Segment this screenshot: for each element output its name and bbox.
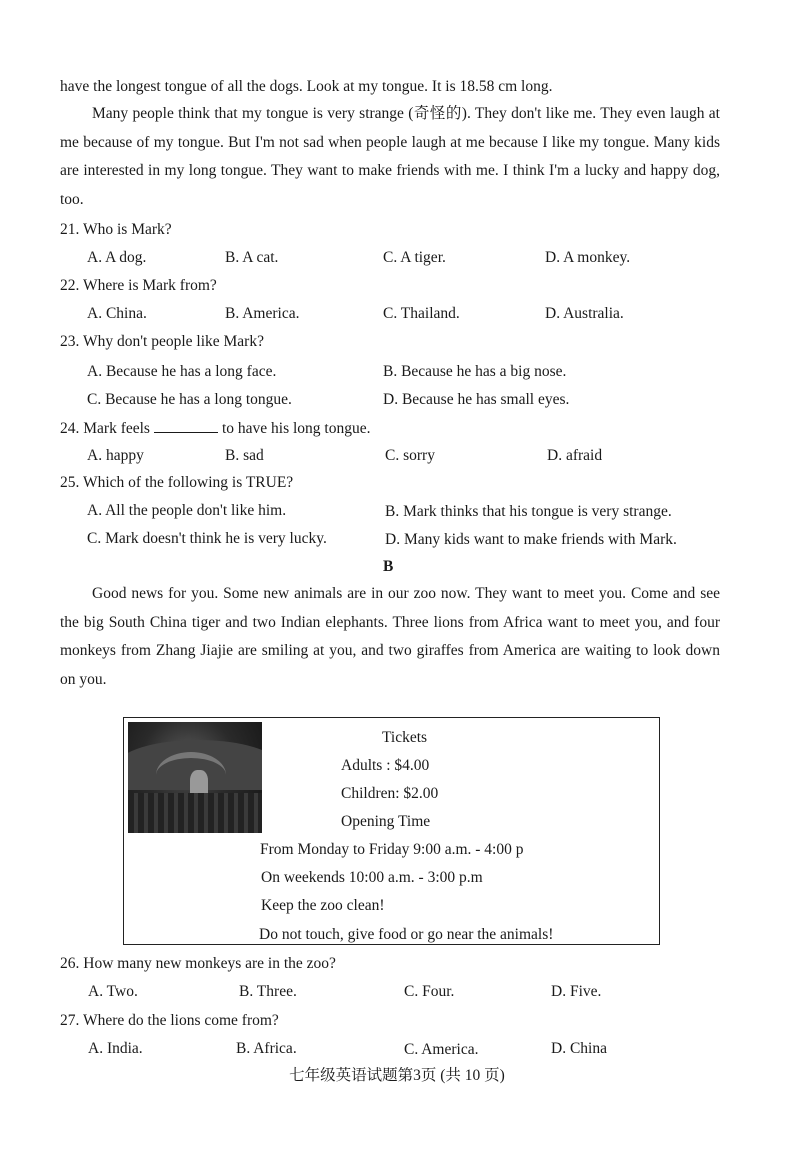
q21-option-c[interactable]: C. A tiger. <box>383 249 446 266</box>
question-22: 22. Where is Mark from? <box>60 277 217 294</box>
q24-option-d[interactable]: D. afraid <box>547 447 603 464</box>
zoo-ticket-box <box>123 717 660 945</box>
passage-paragraph-b <box>60 580 720 694</box>
question-23: 23. Why don't people like Mark? <box>60 333 264 350</box>
q24-option-b[interactable]: B. sad <box>225 447 264 464</box>
opening-time-weekends: On weekends 10:00 a.m. - 3:00 p.m <box>261 869 483 886</box>
question-24-text-after: to have his long tongue. <box>221 420 371 437</box>
q26-option-a[interactable]: A. Two. <box>88 983 138 1000</box>
q27-option-c[interactable]: C. America. <box>404 1041 479 1058</box>
question-21: 21. Who is Mark? <box>60 221 172 238</box>
question-26: 26. How many new monkeys are in the zoo? <box>60 955 336 972</box>
q26-option-c[interactable]: C. Four. <box>404 983 455 1000</box>
photo-ground <box>128 793 262 833</box>
q22-option-d[interactable]: D. Australia. <box>545 305 624 322</box>
q25-option-a[interactable]: A. All the people don't like him. <box>87 502 287 519</box>
q21-option-a[interactable]: A. A dog. <box>87 249 147 266</box>
question-27: 27. Where do the lions come from? <box>60 1012 279 1029</box>
q26-option-b[interactable]: B. Three. <box>239 983 297 1000</box>
q23-option-d[interactable]: D. Because he has small eyes. <box>383 391 570 408</box>
passage-paragraph-a-text: Many people think that my tongue is very strange (奇怪的). They don't like me. They even laugh at me because of my tongue. But I'm not sad when people laugh at me because I like my tongue. Many kids are interested in my long tongue. They want to make friends with me. I think I'm a lucky and happy dog, too. <box>60 105 720 208</box>
q24-option-a[interactable]: A. happy <box>87 447 144 464</box>
ticket-price-children: Children: $2.00 <box>341 785 439 802</box>
q27-option-d[interactable]: D. China <box>551 1040 607 1057</box>
q21-option-b[interactable]: B. A cat. <box>225 249 279 266</box>
zoo-rule-animals: Do not touch, give food or go near the animals! <box>259 926 554 943</box>
answer-blank[interactable] <box>154 418 218 433</box>
passage-paragraph-b-text: Good news for you. Some new animals are in our zoo now. They want to meet you. Come and see the big South China tiger and two Indian elephants. Three lions from Africa want to meet you, and four monkeys from Zhang Jiajie are smiling at you, and two giraffes from America are waiting to look down on you. <box>60 585 720 688</box>
zoo-photo <box>128 722 262 833</box>
section-b-heading: B <box>383 558 394 575</box>
q22-option-a[interactable]: A. China. <box>87 305 147 322</box>
q26-option-d[interactable]: D. Five. <box>551 983 602 1000</box>
q25-option-b[interactable]: B. Mark thinks that his tongue is very strange. <box>385 503 672 520</box>
q25-option-c[interactable]: C. Mark doesn't think he is very lucky. <box>87 530 327 547</box>
q23-option-b[interactable]: B. Because he has a big nose. <box>383 363 567 380</box>
q22-option-c[interactable]: C. Thailand. <box>383 305 460 322</box>
ticket-title: Tickets <box>382 729 428 746</box>
q25-option-d[interactable]: D. Many kids want to make friends with Mark. <box>385 531 677 548</box>
question-25: 25. Which of the following is TRUE? <box>60 474 294 491</box>
passage-line-top: have the longest tongue of all the dogs. Look at my tongue. It is 18.58 cm long. <box>60 78 553 95</box>
passage-paragraph-a <box>60 100 720 214</box>
question-24-text-before: 24. Mark feels <box>60 420 150 437</box>
question-24 <box>60 418 371 439</box>
q24-option-c[interactable]: C. sorry <box>385 447 435 464</box>
zoo-rule-clean: Keep the zoo clean! <box>261 897 385 914</box>
q21-option-d[interactable]: D. A monkey. <box>545 249 631 266</box>
opening-time-title: Opening Time <box>341 813 431 830</box>
q23-option-c[interactable]: C. Because he has a long tongue. <box>87 391 292 408</box>
opening-time-weekdays: From Monday to Friday 9:00 a.m. - 4:00 p <box>260 841 524 858</box>
q23-option-a[interactable]: A. Because he has a long face. <box>87 363 277 380</box>
q22-option-b[interactable]: B. America. <box>225 305 300 322</box>
page-footer: 七年级英语试题第3页 (共 10 页) <box>289 1067 505 1084</box>
q27-option-b[interactable]: B. Africa. <box>236 1040 297 1057</box>
ticket-price-adults: Adults : $4.00 <box>341 757 430 774</box>
q27-option-a[interactable]: A. India. <box>88 1040 143 1057</box>
